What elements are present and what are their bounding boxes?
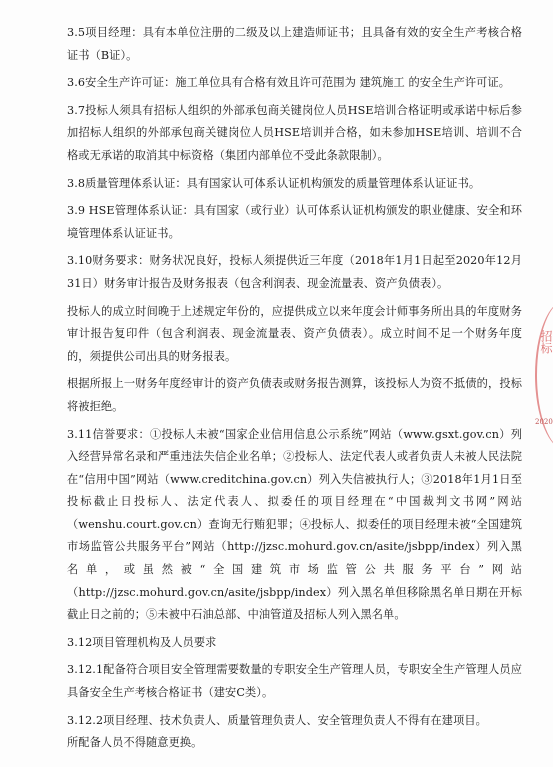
clause-3-10-note-2: 根据所报上一财务年度经审计的资产负债表或财务报告测算，该投标人为资不抵债的，投标将被拒绝。 — [67, 377, 522, 413]
clause-3-12-2-note: 所配备人员不得随意更换。 — [67, 736, 203, 750]
clause-3-8: 3.8质量管理体系认证：具有国家认可体系认证机构颁发的质量管理体系认证证书。 — [67, 176, 481, 190]
seal-text: 招标 — [539, 330, 553, 354]
clause-3-10: 3.10财务要求：财务状况良好，投标人须提供近三年度（2018年1月1日起至2020年12月31日）财务审计报告及财务报表（包含利润表、现金流量表、资产负债表）。 — [67, 254, 522, 290]
clause-3-5: 3.5项目经理：具有本单位注册的二级及以上建造师证书；且具备有效的安全生产考核合格证书（B证）。 — [67, 26, 522, 62]
red-seal-stamp — [531, 300, 553, 450]
clause-3-6: 3.6安全生产许可证：施工单位具有合格有效且许可范围为 建筑施工 的安全生产许可证。 — [67, 76, 511, 90]
clause-3-7: 3.7投标人须具有招标人组织的外部承包商关键岗位人员HSE培训合格证明或承诺中标后参加招标人组织的外部承包商关键岗位人员HSE培训并合格，如未参加HSE培训、培训不合格或无承诺的取消其中标资格（集团内部单位不受此条款限制）。 — [67, 103, 522, 162]
clause-3-12: 3.12项目管理机构及人员要求 — [67, 635, 217, 649]
clause-3-10-note-1: 投标人的成立时间晚于上述规定年份的，应提供成立以来年度会计师事务所出具的年度财务审计报告复印件（包含利润表、现金流量表、资产负债表）。成立时间不足一个财务年度的，须提供公司出具的财务报表。 — [67, 304, 522, 363]
clause-3-12-2: 3.12.2项目经理、技术负责人、质量管理负责人、安全管理负责人不得有在建项目。 — [67, 713, 487, 727]
document-body — [67, 22, 522, 760]
seal-arc — [535, 300, 553, 450]
seal-date: 2020 — [535, 418, 553, 426]
clause-3-11: 3.11信誉要求：①投标人未被“国家企业信用信息公示系统”网站（www.gsxt.gov.cn）列入经营异常名录和严重违法失信企业名单；②投标人、法定代表人或者负责人未被人民法院在“信用中国”网站（www.creditchina.gov.cn）列入失信被执行人；③2018年1月1日至投标截止日投标人、法定代表人、拟委任的项目经理在“中国裁判文书网”网站（wenshu.court.gov.cn）查询无行贿犯罪；④投标人、拟委任的项目经理未被“全国建筑市场监管公共服务平台”网站（http://jzsc.mohurd.gov.cn/asite/jsbpp/index）列入黑名单，或虽然被“全国建筑市场监管公共服务平台”网站（http://jzsc.mohurd.gov.cn/asite/jsbpp/index）列入黑名单但移除黑名单日期在开标截止日之前的；⑤未被中石油总部、中油管道及招标人列入黑名单。 — [67, 427, 522, 622]
clause-3-12-1: 3.12.1配备符合项目安全管理需要数量的专职安全生产管理人员，专职安全生产管理人员应具备安全生产考核合格证书（建安C类）。 — [67, 663, 522, 700]
clause-3-9: 3.9 HSE管理体系认证：具有国家（或行业）认可体系认证机构颁发的职业健康、安全和环境管理体系认证证书。 — [67, 204, 522, 240]
